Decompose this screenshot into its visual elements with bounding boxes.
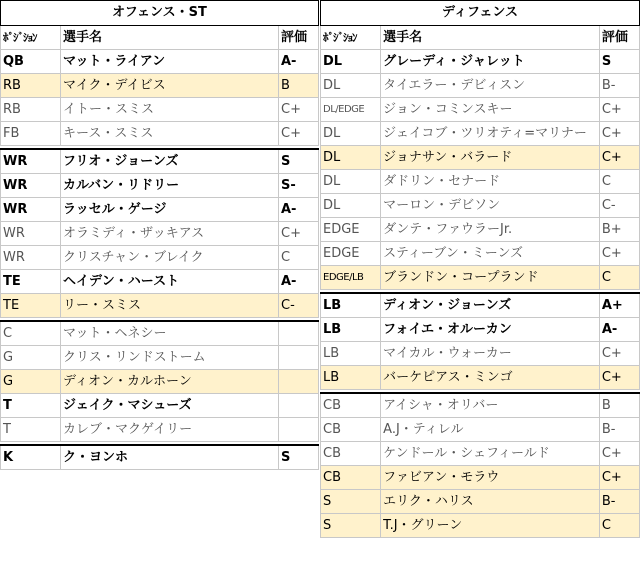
player-name-cell: ダドリン・セナード	[381, 170, 600, 194]
grade-cell: S	[599, 50, 639, 74]
grade-cell: C	[599, 170, 639, 194]
position-cell: LB	[321, 366, 381, 390]
player-name-cell: ディオン・ジョーンズ	[381, 293, 600, 318]
position-cell: DL/EDGE	[321, 98, 381, 122]
offense-title: オフェンス・ST	[1, 1, 319, 26]
player-name-cell: アイシャ・オリバー	[381, 393, 600, 418]
player-row	[321, 366, 640, 390]
player-row	[321, 393, 640, 418]
grade-cell: C+	[279, 98, 319, 122]
player-row	[1, 74, 319, 98]
grade-header: 評価	[599, 26, 639, 50]
player-name-header: 選手名	[61, 26, 279, 50]
player-row	[1, 174, 319, 198]
offense-rows	[1, 50, 319, 470]
player-row	[321, 342, 640, 366]
position-cell: EDGE/LB	[321, 266, 381, 290]
player-name-cell: ジョナサン・バラード	[381, 146, 600, 170]
grade-cell: C+	[599, 366, 639, 390]
position-cell: WR	[1, 198, 61, 222]
position-cell: T	[1, 418, 61, 442]
player-name-cell: クリスチャン・ブレイク	[61, 246, 279, 270]
position-cell: QB	[1, 50, 61, 74]
grade-cell	[279, 418, 319, 442]
player-row	[321, 266, 640, 290]
player-row	[1, 98, 319, 122]
grade-cell: S-	[279, 174, 319, 198]
position-cell: WR	[1, 246, 61, 270]
position-cell: WR	[1, 174, 61, 198]
grade-cell: B+	[599, 218, 639, 242]
player-row	[321, 74, 640, 98]
position-cell: WR	[1, 149, 61, 174]
player-row	[1, 149, 319, 174]
position-cell: DL	[321, 122, 381, 146]
player-name-cell: ラッセル・ゲージ	[61, 198, 279, 222]
player-row	[321, 194, 640, 218]
grade-cell: A-	[279, 270, 319, 294]
grade-cell: B-	[599, 418, 639, 442]
grade-cell: S	[279, 149, 319, 174]
position-cell: RB	[1, 98, 61, 122]
position-cell: CB	[321, 418, 381, 442]
player-name-cell: マット・ヘネシー	[61, 321, 279, 346]
player-name-cell: バーケピアス・ミンゴ	[381, 366, 600, 390]
player-name-cell: フォイエ・オルーカン	[381, 318, 600, 342]
player-row	[321, 242, 640, 266]
player-row	[321, 318, 640, 342]
defense-panel	[320, 0, 640, 538]
grade-cell: B	[279, 74, 319, 98]
position-cell: K	[1, 445, 61, 470]
defense-rows	[321, 50, 640, 538]
grade-cell: C+	[599, 442, 639, 466]
player-name-header: 選手名	[381, 26, 600, 50]
position-cell: EDGE	[321, 218, 381, 242]
player-name-cell: ジェイコブ・ツリオティ=マリナー	[381, 122, 600, 146]
position-cell: G	[1, 346, 61, 370]
player-row	[321, 50, 640, 74]
position-cell: TE	[1, 294, 61, 318]
player-name-cell: キース・スミス	[61, 122, 279, 146]
player-row	[1, 370, 319, 394]
grade-cell: C+	[599, 242, 639, 266]
grade-header: 評価	[279, 26, 319, 50]
grade-cell	[279, 346, 319, 370]
player-name-cell: マイク・デイビス	[61, 74, 279, 98]
player-row	[321, 442, 640, 466]
player-row	[321, 170, 640, 194]
player-row	[1, 246, 319, 270]
player-name-cell: スティーブン・ミーンズ	[381, 242, 600, 266]
player-row	[321, 418, 640, 442]
player-name-cell: タイエラー・デビィスン	[381, 74, 600, 98]
grade-cell: C	[599, 266, 639, 290]
position-header: ﾎﾟｼﾞｼｮﾝ	[321, 26, 381, 50]
offense-panel	[0, 0, 318, 470]
position-cell: LB	[321, 342, 381, 366]
player-row	[1, 270, 319, 294]
defense-table	[320, 0, 640, 538]
player-name-cell: クリス・リンドストーム	[61, 346, 279, 370]
player-name-cell: グレーディ・ジャレット	[381, 50, 600, 74]
player-name-cell: ブランドン・コープランド	[381, 266, 600, 290]
player-row	[321, 98, 640, 122]
player-name-cell: エリク・ハリス	[381, 490, 600, 514]
grade-cell: C	[599, 514, 639, 538]
player-row	[1, 321, 319, 346]
position-cell: CB	[321, 393, 381, 418]
player-name-cell: ヘイデン・ハースト	[61, 270, 279, 294]
player-row	[321, 514, 640, 538]
player-row	[321, 146, 640, 170]
position-cell: S	[321, 490, 381, 514]
player-name-cell: ファビアン・モラウ	[381, 466, 600, 490]
player-row	[1, 445, 319, 470]
position-cell: CB	[321, 466, 381, 490]
player-row	[321, 490, 640, 514]
player-row	[1, 394, 319, 418]
grade-cell: B-	[599, 490, 639, 514]
grade-cell: C+	[599, 122, 639, 146]
position-cell: RB	[1, 74, 61, 98]
player-name-cell: ディオン・カルホーン	[61, 370, 279, 394]
player-row	[321, 466, 640, 490]
player-name-cell: ジェイク・マシューズ	[61, 394, 279, 418]
position-cell: T	[1, 394, 61, 418]
player-name-cell: ダンテ・ファウラーJr.	[381, 218, 600, 242]
position-cell: DL	[321, 170, 381, 194]
player-name-cell: イトー・スミス	[61, 98, 279, 122]
grade-cell: C+	[599, 146, 639, 170]
position-cell: G	[1, 370, 61, 394]
grade-cell: C+	[279, 222, 319, 246]
player-name-cell: マイカル・ウォーカー	[381, 342, 600, 366]
grade-cell: A+	[599, 293, 639, 318]
offense-table	[0, 0, 319, 470]
grade-cell: C	[279, 246, 319, 270]
player-row	[1, 418, 319, 442]
grade-cell: B-	[599, 74, 639, 98]
player-row	[1, 122, 319, 146]
grade-cell	[279, 370, 319, 394]
grade-cell: B	[599, 393, 639, 418]
position-cell: LB	[321, 293, 381, 318]
player-name-cell: リー・スミス	[61, 294, 279, 318]
grade-cell: A-	[279, 50, 319, 74]
player-row	[321, 218, 640, 242]
player-row	[321, 293, 640, 318]
grade-cell: C+	[599, 466, 639, 490]
player-row	[1, 222, 319, 246]
player-name-cell: フリオ・ジョーンズ	[61, 149, 279, 174]
grade-cell: C+	[279, 122, 319, 146]
grade-cell: A-	[599, 318, 639, 342]
position-cell: LB	[321, 318, 381, 342]
position-cell: DL	[321, 50, 381, 74]
player-name-cell: ケンドール・シェフィールド	[381, 442, 600, 466]
player-row	[1, 346, 319, 370]
position-cell: DL	[321, 74, 381, 98]
position-cell: DL	[321, 194, 381, 218]
position-cell: EDGE	[321, 242, 381, 266]
player-name-cell: T.J・グリーン	[381, 514, 600, 538]
grade-cell: C-	[599, 194, 639, 218]
grade-cell: C+	[599, 342, 639, 366]
player-row	[1, 294, 319, 318]
grade-cell	[279, 321, 319, 346]
player-name-cell: ク・ヨンホ	[61, 445, 279, 470]
player-name-cell: カルバン・リドリー	[61, 174, 279, 198]
defense-title: ディフェンス	[321, 1, 640, 26]
position-cell: TE	[1, 270, 61, 294]
grade-cell	[279, 394, 319, 418]
grade-cell: S	[279, 445, 319, 470]
player-name-cell: A.J・ティレル	[381, 418, 600, 442]
player-name-cell: マーロン・デビソン	[381, 194, 600, 218]
position-cell: FB	[1, 122, 61, 146]
position-cell: CB	[321, 442, 381, 466]
position-cell: DL	[321, 146, 381, 170]
player-row	[1, 198, 319, 222]
grade-cell: C+	[599, 98, 639, 122]
player-name-cell: ジョン・コミンスキー	[381, 98, 600, 122]
position-cell: WR	[1, 222, 61, 246]
player-name-cell: カレブ・マクゲイリー	[61, 418, 279, 442]
grade-cell: A-	[279, 198, 319, 222]
position-header: ﾎﾟｼﾞｼｮﾝ	[1, 26, 61, 50]
position-cell: C	[1, 321, 61, 346]
player-name-cell: マット・ライアン	[61, 50, 279, 74]
position-cell: S	[321, 514, 381, 538]
player-row	[1, 50, 319, 74]
player-name-cell: オラミディ・ザッキアス	[61, 222, 279, 246]
player-row	[321, 122, 640, 146]
grade-cell: C-	[279, 294, 319, 318]
